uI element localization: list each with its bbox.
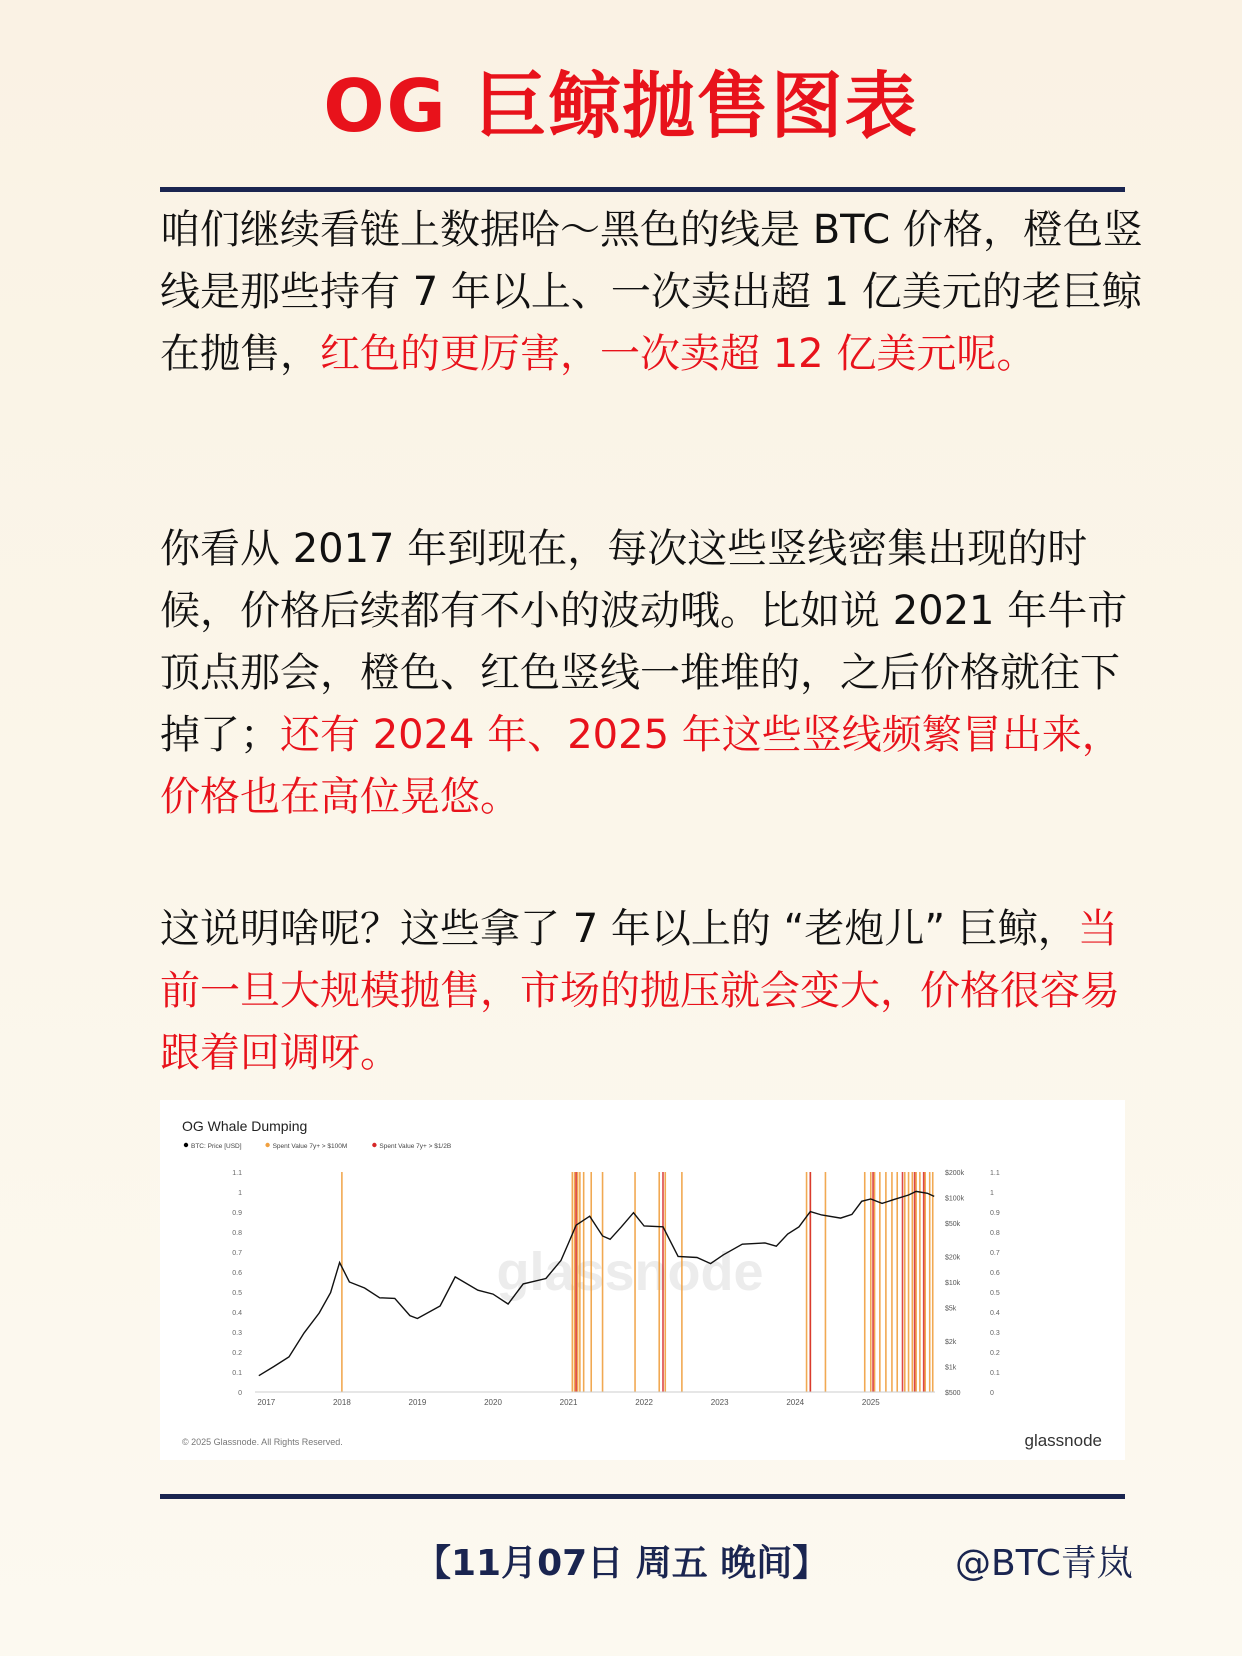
left-tick-label: 0.3	[232, 1330, 242, 1337]
legend-label-1: Spent Value 7y+ > $100M	[272, 1143, 348, 1150]
left-tick-label: 1.1	[232, 1170, 242, 1177]
paragraph-2-highlight: 还有 2024 年、2025 年这些竖线频繁冒出来，价格也在高位晃悠。	[160, 712, 1122, 820]
legend-label-2: Spent Value 7y+ > $1/2B	[379, 1143, 452, 1150]
left-tick-label: 0.6	[232, 1270, 242, 1277]
right-tick-label: 1	[990, 1190, 994, 1197]
right-tick-label: 0.8	[990, 1230, 1000, 1237]
right-tick-label: 0.3	[990, 1330, 1000, 1337]
x-tick-label: 2025	[861, 1398, 880, 1407]
right-tick-label: 0.9	[990, 1210, 1000, 1217]
right-tick-label: 0.2	[990, 1350, 1000, 1357]
price-axis-ticks	[945, 1170, 965, 1397]
paragraph-1-highlight: 红色的更厉害，一次卖超 12 亿美元呢。	[320, 331, 1037, 377]
x-tick-label: 2021	[559, 1398, 578, 1407]
og-whale-chart	[160, 1100, 1125, 1460]
x-tick-label: 2020	[484, 1398, 502, 1407]
legend-swatch-2	[372, 1143, 376, 1147]
paragraph-2	[160, 518, 1145, 828]
x-tick-label: 2019	[408, 1398, 427, 1407]
left-tick-label: 1	[238, 1190, 242, 1197]
legend-label-0: BTC: Price [USD]	[191, 1143, 242, 1150]
right-tick-label: 0.5	[990, 1290, 1000, 1297]
paragraph-1-text: 咱们继续看链上数据哈～黑色的线是 BTC 价格，橙色竖线是那些持有 7 年以上、一次卖出超 1 亿美元的老巨鲸在抛售，	[160, 207, 1143, 377]
chart-copyright: © 2025 Glassnode. All Rights Reserved.	[182, 1437, 343, 1447]
chart-watermark: glassnode	[496, 1242, 764, 1302]
x-tick-label: 2024	[786, 1398, 805, 1407]
legend-swatch-1	[265, 1143, 269, 1147]
paragraph-3	[160, 898, 1145, 1084]
left-tick-label: 0.1	[232, 1370, 242, 1377]
x-tick-label: 2023	[710, 1398, 729, 1407]
price-tick-label: $500	[945, 1390, 961, 1397]
left-tick-label: 0.4	[232, 1310, 242, 1317]
price-tick-label: $5k	[945, 1305, 957, 1313]
right-tick-label: 0.6	[990, 1270, 1000, 1277]
right-tick-label: 0.1	[990, 1370, 1000, 1377]
price-tick-label: $100k	[945, 1195, 965, 1203]
right-tick-label: 0.4	[990, 1310, 1000, 1317]
price-tick-label: $200k	[945, 1170, 965, 1177]
x-tick-label: 2018	[332, 1398, 351, 1407]
paragraph-1	[160, 199, 1145, 385]
left-tick-label: 0.8	[232, 1230, 242, 1237]
right-tick-label: 0.7	[990, 1250, 1000, 1257]
left-tick-label: 0.5	[232, 1290, 242, 1297]
x-tick-label: 2022	[635, 1398, 654, 1407]
x-tick-label: 2017	[257, 1398, 276, 1407]
paragraph-2-text: 你看从 2017 年到现在，每次这些竖线密集出现的时候，价格后续都有不小的波动哦。比如说 2021 年牛市顶点那会，橙色、红色竖线一堆堆的，之后价格就往下掉了；	[160, 526, 1128, 758]
chart-legend	[184, 1143, 451, 1150]
price-tick-label: $20k	[945, 1254, 961, 1262]
top-divider	[160, 187, 1125, 192]
footer-date: 【11月07日 周五 晚间】	[415, 1543, 829, 1584]
paragraph-3-text: 这说明啥呢？这些拿了 7 年以上的 “老炮儿” 巨鲸，	[160, 906, 1078, 952]
right-tick-label: 1.1	[990, 1170, 1000, 1177]
left-tick-label: 0.7	[232, 1250, 242, 1257]
price-tick-label: $10k	[945, 1280, 961, 1287]
price-tick-label: $2k	[945, 1339, 957, 1347]
footer-handle: @BTC青岚	[955, 1543, 1133, 1584]
left-tick-label: 0.2	[232, 1350, 242, 1357]
legend-swatch-0	[184, 1143, 188, 1147]
chart-card	[160, 1100, 1125, 1460]
right-axis-ticks	[990, 1170, 1000, 1397]
glassnode-logo: glassnode	[1024, 1431, 1102, 1450]
x-axis-ticks	[257, 1398, 880, 1407]
bottom-divider	[160, 1494, 1125, 1499]
left-tick-label: 0	[238, 1390, 242, 1397]
page-title: OG 巨鲸抛售图表	[323, 64, 919, 148]
left-tick-label: 0.9	[232, 1210, 242, 1217]
chart-title: OG Whale Dumping	[182, 1118, 308, 1134]
right-tick-label: 0	[990, 1390, 994, 1397]
left-axis-ticks	[232, 1170, 242, 1397]
price-tick-label: $1k	[945, 1364, 957, 1372]
price-tick-label: $50k	[945, 1220, 961, 1228]
paragraph-3-highlight: 当前一旦大规模抛售，市场的抛压就会变大，价格很容易跟着回调呀。	[160, 906, 1120, 1076]
